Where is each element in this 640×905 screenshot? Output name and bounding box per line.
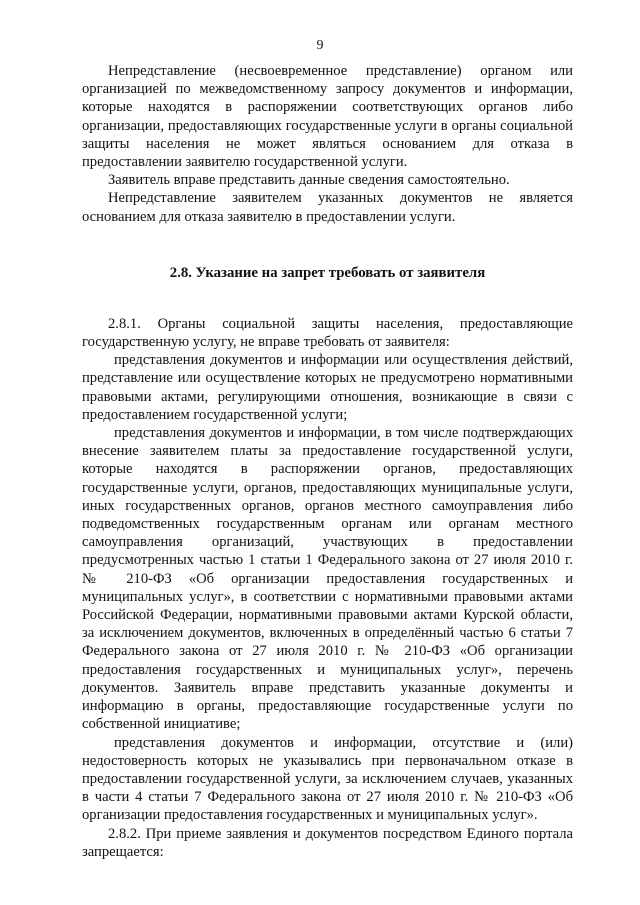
- paragraph-item-unreliable-documents: представления документов и информации, отсутствие и (или) недостоверность которых не указывались при первоначальном отказе в предоставлении государственной услуги, за исключением случаев, указанных в части 4 статьи 7 Федерального закона от 27 июля 2010 г. № 210-ФЗ «Об организации предоставления государственных и муниципальных услуг».: [82, 734, 573, 824]
- paragraph-2-8-1: 2.8.1. Органы социальной защиты населения, предоставляющие государственную услугу, не вправе требовать от заявителя:: [82, 315, 573, 351]
- paragraph-nonsubmission-by-organ: Непредставление (несвоевременное представление) органом или организацией по межведомственному запросу документов и информации, которые находятся в распоряжении соответствующих органов либо организации, предоставляющих государственные услуги в органы социальной защиты населения не может являться основанием для отказа в предоставлении заявителю государственной услуги.: [82, 63, 573, 171]
- document-body: [82, 62, 573, 861]
- paragraph-item-documents-in-possession: представления документов и информации, в том числе подтверждающих внесение заявителем платы за предоставление государственной услуги, которые находятся в распоряжении органов, предоставляющих государственные услуги, органов, предоставляющих муниципальные услуги, иных государственных органов, органов местного самоуправления либо подведомственных государственным органам или органам местного самоуправления организаций, участвующих в предоставлении предусмотренных частью 1 статьи 1 Федерального закона от 27 июля 2010 г. № 210-ФЗ «Об организации предоставления государственных и муниципальных услуг», в соответствии с нормативными правовыми актами Российской Федерации, нормативными правовыми актами Курской области, за исключением документов, включенных в определённый частью 6 статьи 7 Федерального закона от 27 июля 2010 г. № 210-ФЗ «Об организации предоставления государственных и муниципальных услуг», перечень документов. Заявитель вправе представить указанные документы и информацию в органы, предоставляющие государственные услуги по собственной инициативе;: [82, 425, 573, 733]
- paragraph-applicant-right: Заявитель вправе представить данные сведения самостоятельно.: [108, 172, 510, 189]
- section-heading: 2.8. Указание на запрет требовать от заявителя: [169, 264, 486, 281]
- paragraph-item-actions: представления документов и информации или осуществления действий, представление или осуществление которых не предусмотрено нормативными правовыми актами, регулирующими отношения, возникающие в связи с предоставлением государственной услуги;: [82, 352, 573, 423]
- page-number: 9: [316, 38, 324, 53]
- paragraph-nonsubmission-by-applicant: Непредставление заявителем указанных документов не является основанием для отказа заявителю в предоставлении услуги.: [82, 190, 573, 225]
- paragraph-2-8-2: 2.8.2. При приеме заявления и документов посредством Единого портала запрещается:: [82, 825, 573, 860]
